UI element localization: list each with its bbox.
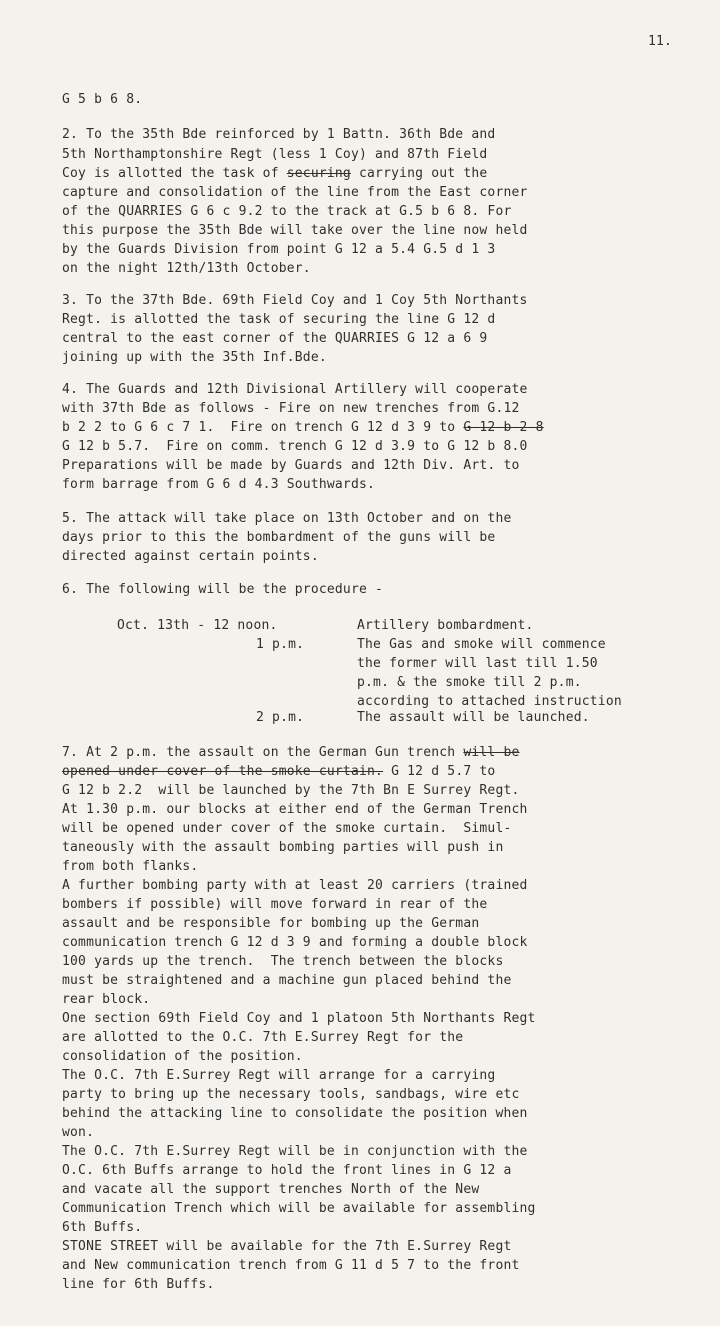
page-number: 11. (648, 34, 673, 49)
text-line: The O.C. 7th E.Surrey Regt will be in conjunction with the (62, 1144, 528, 1159)
text-line: from both flanks. (62, 859, 199, 874)
schedule-action: according to attached instruction (357, 694, 622, 709)
text-line: 6th Buffs. (62, 1220, 143, 1235)
text-line: and New communication trench from G 11 d 5 7 to the front (62, 1258, 520, 1273)
text-line: of the QUARRIES G 6 c 9.2 to the track at G.5 b 6 8. For (62, 204, 512, 219)
text-line: behind the attacking line to consolidate the position when (62, 1106, 528, 1121)
text-line: days prior to this the bombardment of the guns will be (62, 530, 496, 545)
text-line: form barrage from G 6 d 4.3 Southwards. (62, 477, 376, 492)
schedule-time: 1 p.m. (256, 637, 305, 652)
struck-text: will be (463, 745, 520, 760)
text-line: and vacate all the support trenches North of the New (62, 1182, 480, 1197)
text-line: consolidation of the position. (62, 1049, 303, 1064)
text-line: this purpose the 35th Bde will take over the line now held (62, 223, 528, 238)
text-line: on the night 12th/13th October. (62, 261, 311, 276)
text-line: O.C. 6th Buffs arrange to hold the front lines in G 12 a (62, 1163, 512, 1178)
text-line: Preparations will be made by Guards and 12th Div. Art. to (62, 458, 520, 473)
text-line: must be straightened and a machine gun placed behind the (62, 973, 512, 988)
text-line: directed against certain points. (62, 549, 319, 564)
text-line: 100 yards up the trench. The trench between the blocks (62, 954, 504, 969)
text-line: opened under cover of the smoke curtain. G 12 d 5.7 to (62, 764, 496, 779)
text-line: won. (62, 1125, 95, 1140)
text-line: 5th Northamptonshire Regt (less 1 Coy) and 87th Field (62, 147, 488, 162)
text-line: 3. To the 37th Bde. 69th Field Coy and 1 Coy 5th Northants (62, 293, 528, 308)
text-line: will be opened under cover of the smoke curtain. Simul- (62, 821, 512, 836)
struck-text: securing (286, 166, 351, 181)
text-line: communication trench G 12 d 3 9 and forming a double block (62, 935, 528, 950)
text-line: line for 6th Buffs. (62, 1277, 215, 1292)
text-line: Regt. is allotted the task of securing the line G 12 d (62, 312, 496, 327)
text-line: At 1.30 p.m. our blocks at either end of the German Trench (62, 802, 528, 817)
text-line: capture and consolidation of the line from the East corner (62, 185, 528, 200)
schedule-action: The assault will be launched. (357, 710, 590, 725)
schedule-time: 2 p.m. (256, 710, 305, 725)
text-line: rear block. (62, 992, 151, 1007)
text-line: assault and be responsible for bombing up the German (62, 916, 480, 931)
text-line: 2. To the 35th Bde reinforced by 1 Battn. 36th Bde and (62, 127, 496, 142)
text-line: A further bombing party with at least 20 carriers (trained (62, 878, 528, 893)
text-line: are allotted to the O.C. 7th E.Surrey Regt for the (62, 1030, 464, 1045)
schedule-action: the former will last till 1.50 (357, 656, 598, 671)
text-line: The O.C. 7th E.Surrey Regt will arrange for a carrying (62, 1068, 496, 1083)
paragraph-6: 6. The following will be the procedure - (62, 582, 384, 597)
text-line: joining up with the 35th Inf.Bde. (62, 350, 327, 365)
text-line: G 12 b 5.7. Fire on comm. trench G 12 d 3.9 to G 12 b 8.0 (62, 439, 528, 454)
grid-reference: G 5 b 6 8. (62, 92, 143, 107)
text-line: Coy is allotted the task of securing carrying out the (62, 166, 488, 181)
schedule-action: p.m. & the smoke till 2 p.m. (357, 675, 582, 690)
struck-text: G-12-b-2-8 (463, 420, 544, 435)
text-line: with 37th Bde as follows - Fire on new trenches from G.12 (62, 401, 520, 416)
text-line: b 2 2 to G 6 c 7 1. Fire on trench G 12 d 3 9 to G-12-b-2-8 (62, 420, 544, 435)
text-line: 4. The Guards and 12th Divisional Artillery will cooperate (62, 382, 528, 397)
text-line: Communication Trench which will be available for assembling (62, 1201, 536, 1216)
text-line: 7. At 2 p.m. the assault on the German Gun trench will be (62, 745, 520, 760)
text-line: STONE STREET will be available for the 7th E.Surrey Regt (62, 1239, 512, 1254)
text-line: 5. The attack will take place on 13th October and on the (62, 511, 512, 526)
text-line: central to the east corner of the QUARRIES G 12 a 6 9 (62, 331, 488, 346)
text-line: G 12 b 2.2 will be launched by the 7th Bn E Surrey Regt. (62, 783, 520, 798)
schedule-action: Artillery bombardment. (357, 618, 534, 633)
text-line: party to bring up the necessary tools, sandbags, wire etc (62, 1087, 520, 1102)
text-line: One section 69th Field Coy and 1 platoon 5th Northants Regt (62, 1011, 536, 1026)
text-line: by the Guards Division from point G 12 a 5.4 G.5 d 1 3 (62, 242, 496, 257)
text-line: bombers if possible) will move forward in rear of the (62, 897, 488, 912)
text-line: taneously with the assault bombing parties will push in (62, 840, 504, 855)
schedule-time: Oct. 13th - 12 noon. (117, 618, 278, 633)
struck-text: opened under cover of the smoke curtain. (62, 764, 384, 779)
schedule-action: The Gas and smoke will commence (357, 637, 606, 652)
